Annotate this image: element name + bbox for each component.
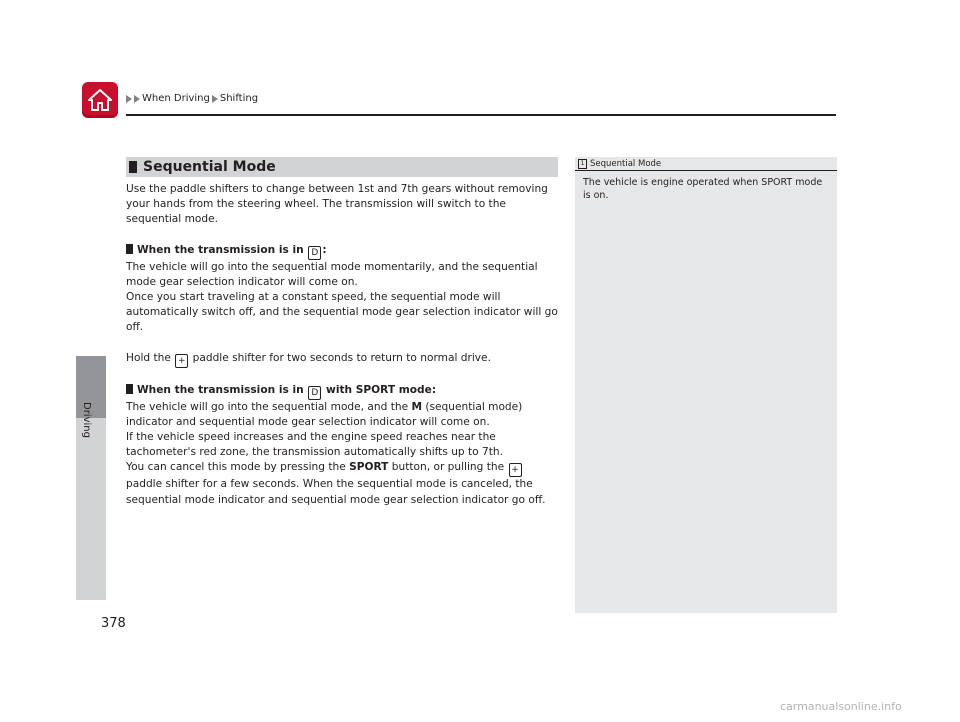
- note-title: Sequential Mode: [590, 158, 662, 169]
- section-heading-bar: [126, 157, 558, 177]
- note-panel: [575, 157, 837, 613]
- home-icon: [87, 88, 113, 112]
- page-number: 378: [101, 616, 126, 631]
- chapter-tab[interactable]: [76, 418, 106, 600]
- chapter-label: Driving: [81, 402, 92, 438]
- subheading-d: When the transmission is in D :: [126, 243, 558, 260]
- breadcrumb-arrow-icon: [212, 95, 218, 103]
- sub2-paragraph-3: You can cancel this mode by pressing the SPORT button, or pulling the + paddle shifter for a few seconds. When the sequential mode is canceled, the sequential mode indicator and sequential mode gear selection indicator go off.: [126, 461, 546, 506]
- section-body: [126, 182, 558, 508]
- sub2-paragraph-1: The vehicle will go into the sequential mode, and the M (sequential mode) indicator and sequential mode gear selection indicator will come on.: [126, 400, 523, 428]
- section-square-icon: [129, 161, 137, 173]
- home-button[interactable]: [82, 82, 118, 118]
- subheading-d-sport: When the transmission is in D with SPORT mode:: [126, 383, 558, 400]
- note-number-icon: 1: [578, 159, 587, 169]
- note-text: The vehicle is engine operated when SPORT mode is on.: [583, 177, 823, 201]
- breadcrumb-arrow-icon: [134, 95, 140, 103]
- watermark: carmanualsonline.info: [780, 700, 902, 713]
- hold-paragraph: Hold the + paddle shifter for two seconds to return to normal drive.: [126, 351, 491, 366]
- sub1-paragraph-1: The vehicle will go into the sequential mode momentarily, and the sequential mode gear selection indicator will come on.: [126, 260, 538, 288]
- sub1-paragraph-2: Once you start traveling at a constant speed, the sequential mode will automatically switch off, and the sequential mode gear selection indicator will go off.: [126, 291, 558, 334]
- intro-paragraph: Use the paddle shifters to change between 1st and 7th gears without removing your hands from the steering wheel. The transmission will switch to the sequential mode.: [126, 183, 548, 226]
- sub2-paragraph-2: If the vehicle speed increases and the engine speed reaches near the tachometer's red zone, the transmission automatically shifts up to 7th.: [126, 431, 503, 459]
- breadcrumb: [126, 93, 258, 104]
- plus-paddle-icon: +: [509, 463, 522, 477]
- m-indicator-label: M: [411, 400, 423, 413]
- section-title: Sequential Mode: [143, 159, 276, 175]
- breadcrumb-item-shifting[interactable]: Shifting: [219, 93, 259, 104]
- breadcrumb-arrow-icon: [126, 95, 132, 103]
- plus-paddle-icon: +: [175, 354, 188, 368]
- d-position-icon: D: [308, 246, 321, 260]
- d-position-icon: D: [308, 386, 321, 400]
- note-heading: [575, 157, 837, 171]
- header-rule: [126, 114, 836, 116]
- breadcrumb-item-when-driving[interactable]: When Driving: [142, 93, 210, 104]
- subhead-square-icon: [126, 244, 133, 254]
- subhead-square-icon: [126, 384, 133, 394]
- sport-button-label: SPORT: [349, 461, 389, 474]
